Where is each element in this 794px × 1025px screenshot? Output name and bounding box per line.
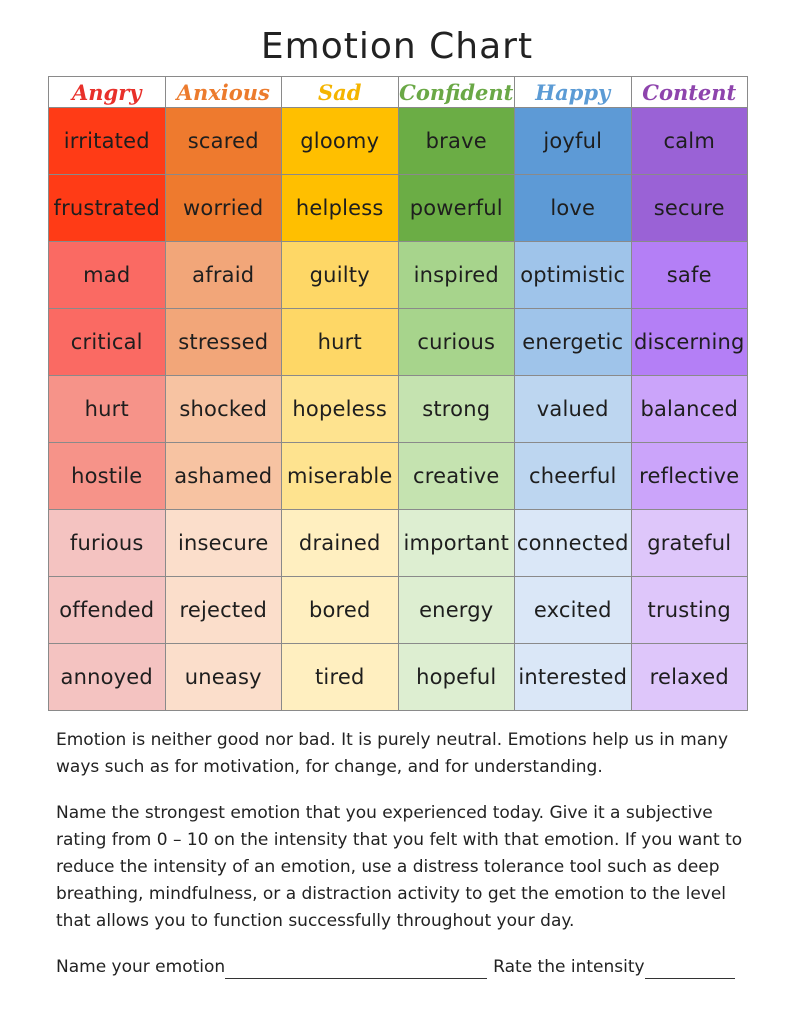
- emotion-cell: brave: [398, 108, 515, 175]
- name-emotion-label: Name your emotion: [56, 957, 226, 977]
- emotion-cell: guilty: [282, 242, 399, 309]
- emotion-cell: relaxed: [631, 644, 748, 711]
- emotion-cell: annoyed: [49, 644, 166, 711]
- emotion-cell: scared: [165, 108, 282, 175]
- header-angry: Angry: [49, 77, 166, 108]
- emotion-cell: tired: [282, 644, 399, 711]
- emotion-cell: critical: [49, 309, 166, 376]
- header-row: [49, 77, 748, 108]
- emotion-cell: energy: [398, 577, 515, 644]
- emotion-cell: hopeless: [282, 376, 399, 443]
- emotion-chart-table: [48, 76, 748, 711]
- emotion-cell: worried: [165, 175, 282, 242]
- emotion-cell: ashamed: [165, 443, 282, 510]
- emotion-cell: excited: [515, 577, 632, 644]
- header-happy: Happy: [515, 77, 632, 108]
- emotion-cell: powerful: [398, 175, 515, 242]
- emotion-cell: secure: [631, 175, 748, 242]
- emotion-row: [49, 309, 748, 376]
- emotion-cell: rejected: [165, 577, 282, 644]
- emotion-grid-body: [49, 108, 748, 711]
- emotion-row: [49, 510, 748, 577]
- emotion-cell: joyful: [515, 108, 632, 175]
- emotion-cell: bored: [282, 577, 399, 644]
- emotion-row: [49, 577, 748, 644]
- emotion-row: [49, 443, 748, 510]
- emotion-cell: important: [398, 510, 515, 577]
- emotion-cell: creative: [398, 443, 515, 510]
- emotion-cell: valued: [515, 376, 632, 443]
- emotion-cell: energetic: [515, 309, 632, 376]
- header-content: Content: [631, 77, 748, 108]
- emotion-cell: optimistic: [515, 242, 632, 309]
- name-emotion-blank[interactable]: [225, 960, 487, 979]
- emotion-cell: afraid: [165, 242, 282, 309]
- emotion-cell: balanced: [631, 376, 748, 443]
- emotion-cell: shocked: [165, 376, 282, 443]
- emotion-cell: connected: [515, 510, 632, 577]
- emotion-cell: gloomy: [282, 108, 399, 175]
- emotion-cell: interested: [515, 644, 632, 711]
- emotion-row: [49, 108, 748, 175]
- emotion-cell: offended: [49, 577, 166, 644]
- header-anxious: Anxious: [165, 77, 282, 108]
- emotion-cell: stressed: [165, 309, 282, 376]
- emotion-cell: frustrated: [49, 175, 166, 242]
- emotion-cell: trusting: [631, 577, 748, 644]
- emotion-row: [49, 175, 748, 242]
- emotion-cell: insecure: [165, 510, 282, 577]
- emotion-cell: inspired: [398, 242, 515, 309]
- emotion-cell: hostile: [49, 443, 166, 510]
- emotion-cell: drained: [282, 510, 399, 577]
- header-confident: Confident: [398, 77, 515, 108]
- emotion-cell: strong: [398, 376, 515, 443]
- emotion-cell: hopeful: [398, 644, 515, 711]
- emotion-row: [49, 376, 748, 443]
- emotion-cell: discerning: [631, 309, 748, 376]
- emotion-cell: love: [515, 175, 632, 242]
- emotion-cell: irritated: [49, 108, 166, 175]
- emotion-cell: safe: [631, 242, 748, 309]
- emotion-cell: curious: [398, 309, 515, 376]
- emotion-cell: calm: [631, 108, 748, 175]
- emotion-cell: hurt: [282, 309, 399, 376]
- emotion-cell: helpless: [282, 175, 399, 242]
- header-sad: Sad: [282, 77, 399, 108]
- rate-intensity-label: Rate the intensity: [493, 957, 645, 977]
- emotion-cell: uneasy: [165, 644, 282, 711]
- emotion-cell: miserable: [282, 443, 399, 510]
- response-line: [56, 955, 746, 979]
- page-title: Emotion Chart: [260, 26, 534, 67]
- rate-intensity-blank[interactable]: [645, 960, 735, 979]
- emotion-row: [49, 242, 748, 309]
- emotion-row: [49, 644, 748, 711]
- emotion-cell: grateful: [631, 510, 748, 577]
- intro-paragraph: Emotion is neither good nor bad. It is purely neutral. Emotions help us in many ways such as for motivation, for change, and for understanding.: [56, 730, 728, 777]
- emotion-cell: hurt: [49, 376, 166, 443]
- emotion-cell: mad: [49, 242, 166, 309]
- instructions-paragraph: Name the strongest emotion that you experienced today. Give it a subjective rating from 0 – 10 on the intensity that you felt with that emotion. If you want to reduce the intensity of an emotion, use a distress tolerance tool such as deep breathing, mindfulness, or a distraction activity to get the emotion to the level that allows you to function successfully throughout your day.: [56, 803, 743, 931]
- emotion-cell: furious: [49, 510, 166, 577]
- emotion-cell: reflective: [631, 443, 748, 510]
- emotion-cell: cheerful: [515, 443, 632, 510]
